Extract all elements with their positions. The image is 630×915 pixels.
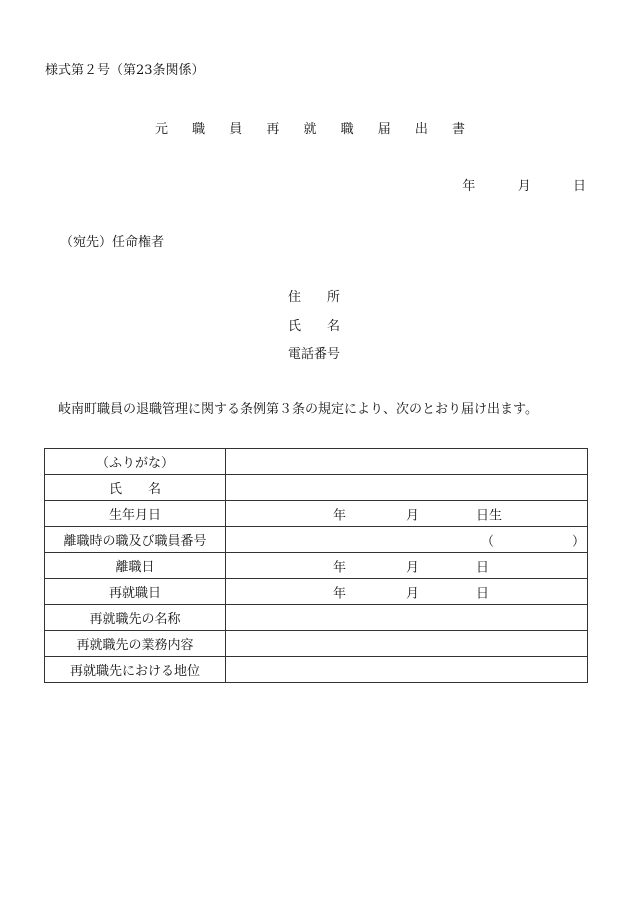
birthdate-suffix: 日生 bbox=[476, 508, 503, 523]
table-row-retirement bbox=[45, 553, 588, 579]
retirement-label: 離職日 bbox=[45, 553, 226, 579]
statement-text: 岐南町職員の退職管理に関する条例第３条の規定により、次のとおり届け出ます。 bbox=[58, 402, 538, 417]
reemployment-label: 再就職日 bbox=[45, 579, 226, 605]
table-row-name bbox=[45, 475, 588, 501]
reemployment-date-field[interactable] bbox=[226, 579, 588, 605]
table-row-employer-business bbox=[45, 631, 588, 657]
table-row-position bbox=[45, 527, 588, 553]
position-label: 離職時の職及び職員番号 bbox=[45, 527, 226, 553]
birthdate-month: 月 bbox=[406, 508, 420, 523]
furigana-label: （ふりがな） bbox=[45, 449, 226, 475]
employer-business-field[interactable] bbox=[226, 631, 588, 657]
employer-business-label: 再就職先の業務内容 bbox=[45, 631, 226, 657]
date-line bbox=[462, 180, 586, 193]
retirement-day: 日 bbox=[476, 560, 490, 575]
employer-name-label: 再就職先の名称 bbox=[45, 605, 226, 631]
reemployment-month: 月 bbox=[406, 586, 420, 601]
position-field[interactable] bbox=[226, 527, 588, 553]
table-row-birthdate bbox=[45, 501, 588, 527]
name-label: 氏 名 bbox=[45, 475, 226, 501]
date-day: 日 bbox=[572, 179, 586, 194]
table-row-furigana bbox=[45, 449, 588, 475]
retirement-month: 月 bbox=[406, 560, 420, 575]
birthdate-year: 年 bbox=[333, 508, 347, 523]
table-row-employer-name bbox=[45, 605, 588, 631]
employee-number-paren: （ ） bbox=[481, 534, 586, 549]
document-title: 元 職 員 再 就 職 届 出 書 bbox=[154, 122, 476, 137]
addressee: （宛先）任命権者 bbox=[60, 235, 165, 250]
retirement-date-field[interactable] bbox=[226, 553, 588, 579]
birthdate-field[interactable] bbox=[226, 501, 588, 527]
applicant-phone-label: 電話番号 bbox=[288, 347, 341, 362]
date-year: 年 bbox=[462, 179, 476, 194]
date-month: 月 bbox=[517, 179, 531, 194]
employer-name-field[interactable] bbox=[226, 605, 588, 631]
table-row-reemployment bbox=[45, 579, 588, 605]
table-row-employer-position bbox=[45, 657, 588, 683]
reemployment-day: 日 bbox=[476, 586, 490, 601]
furigana-field[interactable] bbox=[226, 449, 588, 475]
employer-position-label: 再就職先における地位 bbox=[45, 657, 226, 683]
applicant-address-label: 住 所 bbox=[288, 290, 341, 305]
name-field[interactable] bbox=[226, 475, 588, 501]
employer-position-field[interactable] bbox=[226, 657, 588, 683]
birthdate-label: 生年月日 bbox=[45, 501, 226, 527]
retirement-year: 年 bbox=[333, 560, 347, 575]
report-table bbox=[44, 448, 588, 683]
form-number: 様式第２号（第23条関係） bbox=[45, 63, 205, 78]
applicant-name-label: 氏 名 bbox=[288, 319, 341, 334]
reemployment-year: 年 bbox=[333, 586, 347, 601]
